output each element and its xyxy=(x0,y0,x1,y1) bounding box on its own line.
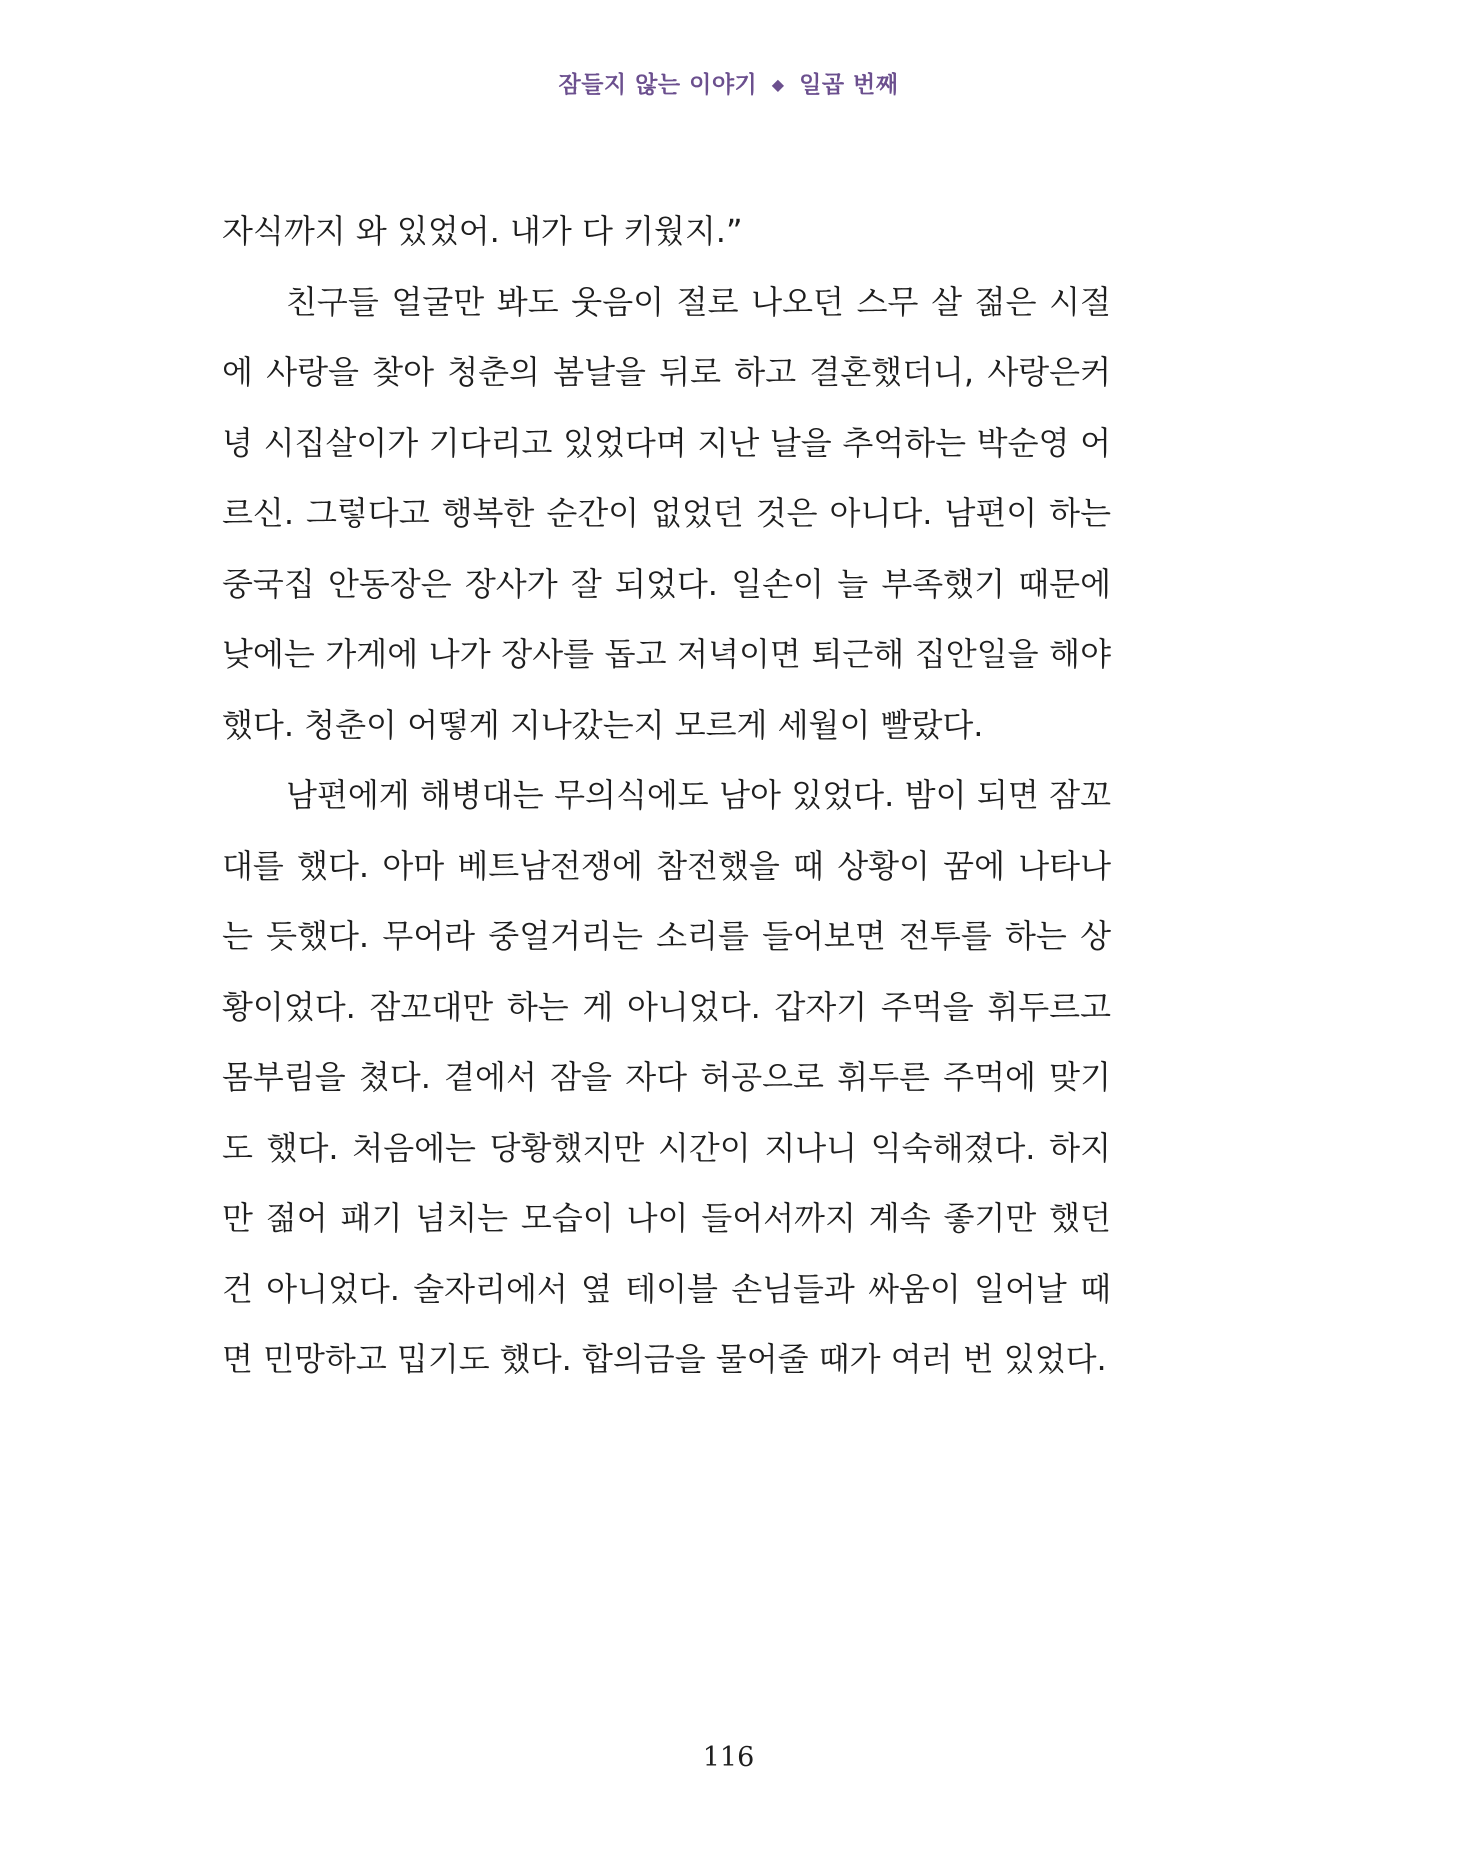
paragraph-3: 남편에게 해병대는 무의식에도 남아 있었다. 밤이 되면 잠꼬대를 했다. 아마 베트남전쟁에 참전했을 때 상황이 꿈에 나타나는 듯했다. 무어라 중얼거리는 소리를 들어보면 전투를 하는 상황이었다. 잠꼬대만 하는 게 아니었다. 갑자기 주먹을 휘두르고 몸부림을 쳤다. 곁에서 잠을 자다 허공으로 휘두른 주먹에 맞기도 했다. 처음에는 당황했지만 시간이 지나니 익숙해졌다. 하지만 젊어 패기 넘치는 모습이 나이 들어서까지 계속 좋기만 했던 건 아니었다. 술자리에서 옆 테이블 손님들과 싸움이 일어날 때면 민망하고 밉기도 했다. 합의금을 물어줄 때가 여러 번 있었다. xyxy=(222,776,1111,1378)
diamond-separator-icon: ◆ xyxy=(771,75,785,94)
body-text xyxy=(222,196,1111,1395)
running-header xyxy=(0,66,1457,99)
page-number: 116 xyxy=(702,1742,755,1773)
chapter-title: 일곱 번째 xyxy=(799,71,899,98)
book-title: 잠들지 않는 이야기 xyxy=(558,71,758,98)
paragraph-2: 친구들 얼굴만 봐도 웃음이 절로 나오던 스무 살 젊은 시절에 사랑을 찾아 청춘의 봄날을 뒤로 하고 결혼했더니, 사랑은커녕 시집살이가 기다리고 있었다며 지난 날을 추억하는 박순영 어르신. 그렇다고 행복한 순간이 없었던 것은 아니다. 남편이 하는 중국집 안동장은 장사가 잘 되었다. 일손이 늘 부족했기 때문에 낮에는 가게에 나가 장사를 돕고 저녁이면 퇴근해 집안일을 해야 했다. 청춘이 어떻게 지나갔는지 모르게 세월이 빨랐다. xyxy=(222,282,1111,744)
paragraph-1: 자식까지 와 있었어. 내가 다 키웠지.” xyxy=(222,212,743,250)
